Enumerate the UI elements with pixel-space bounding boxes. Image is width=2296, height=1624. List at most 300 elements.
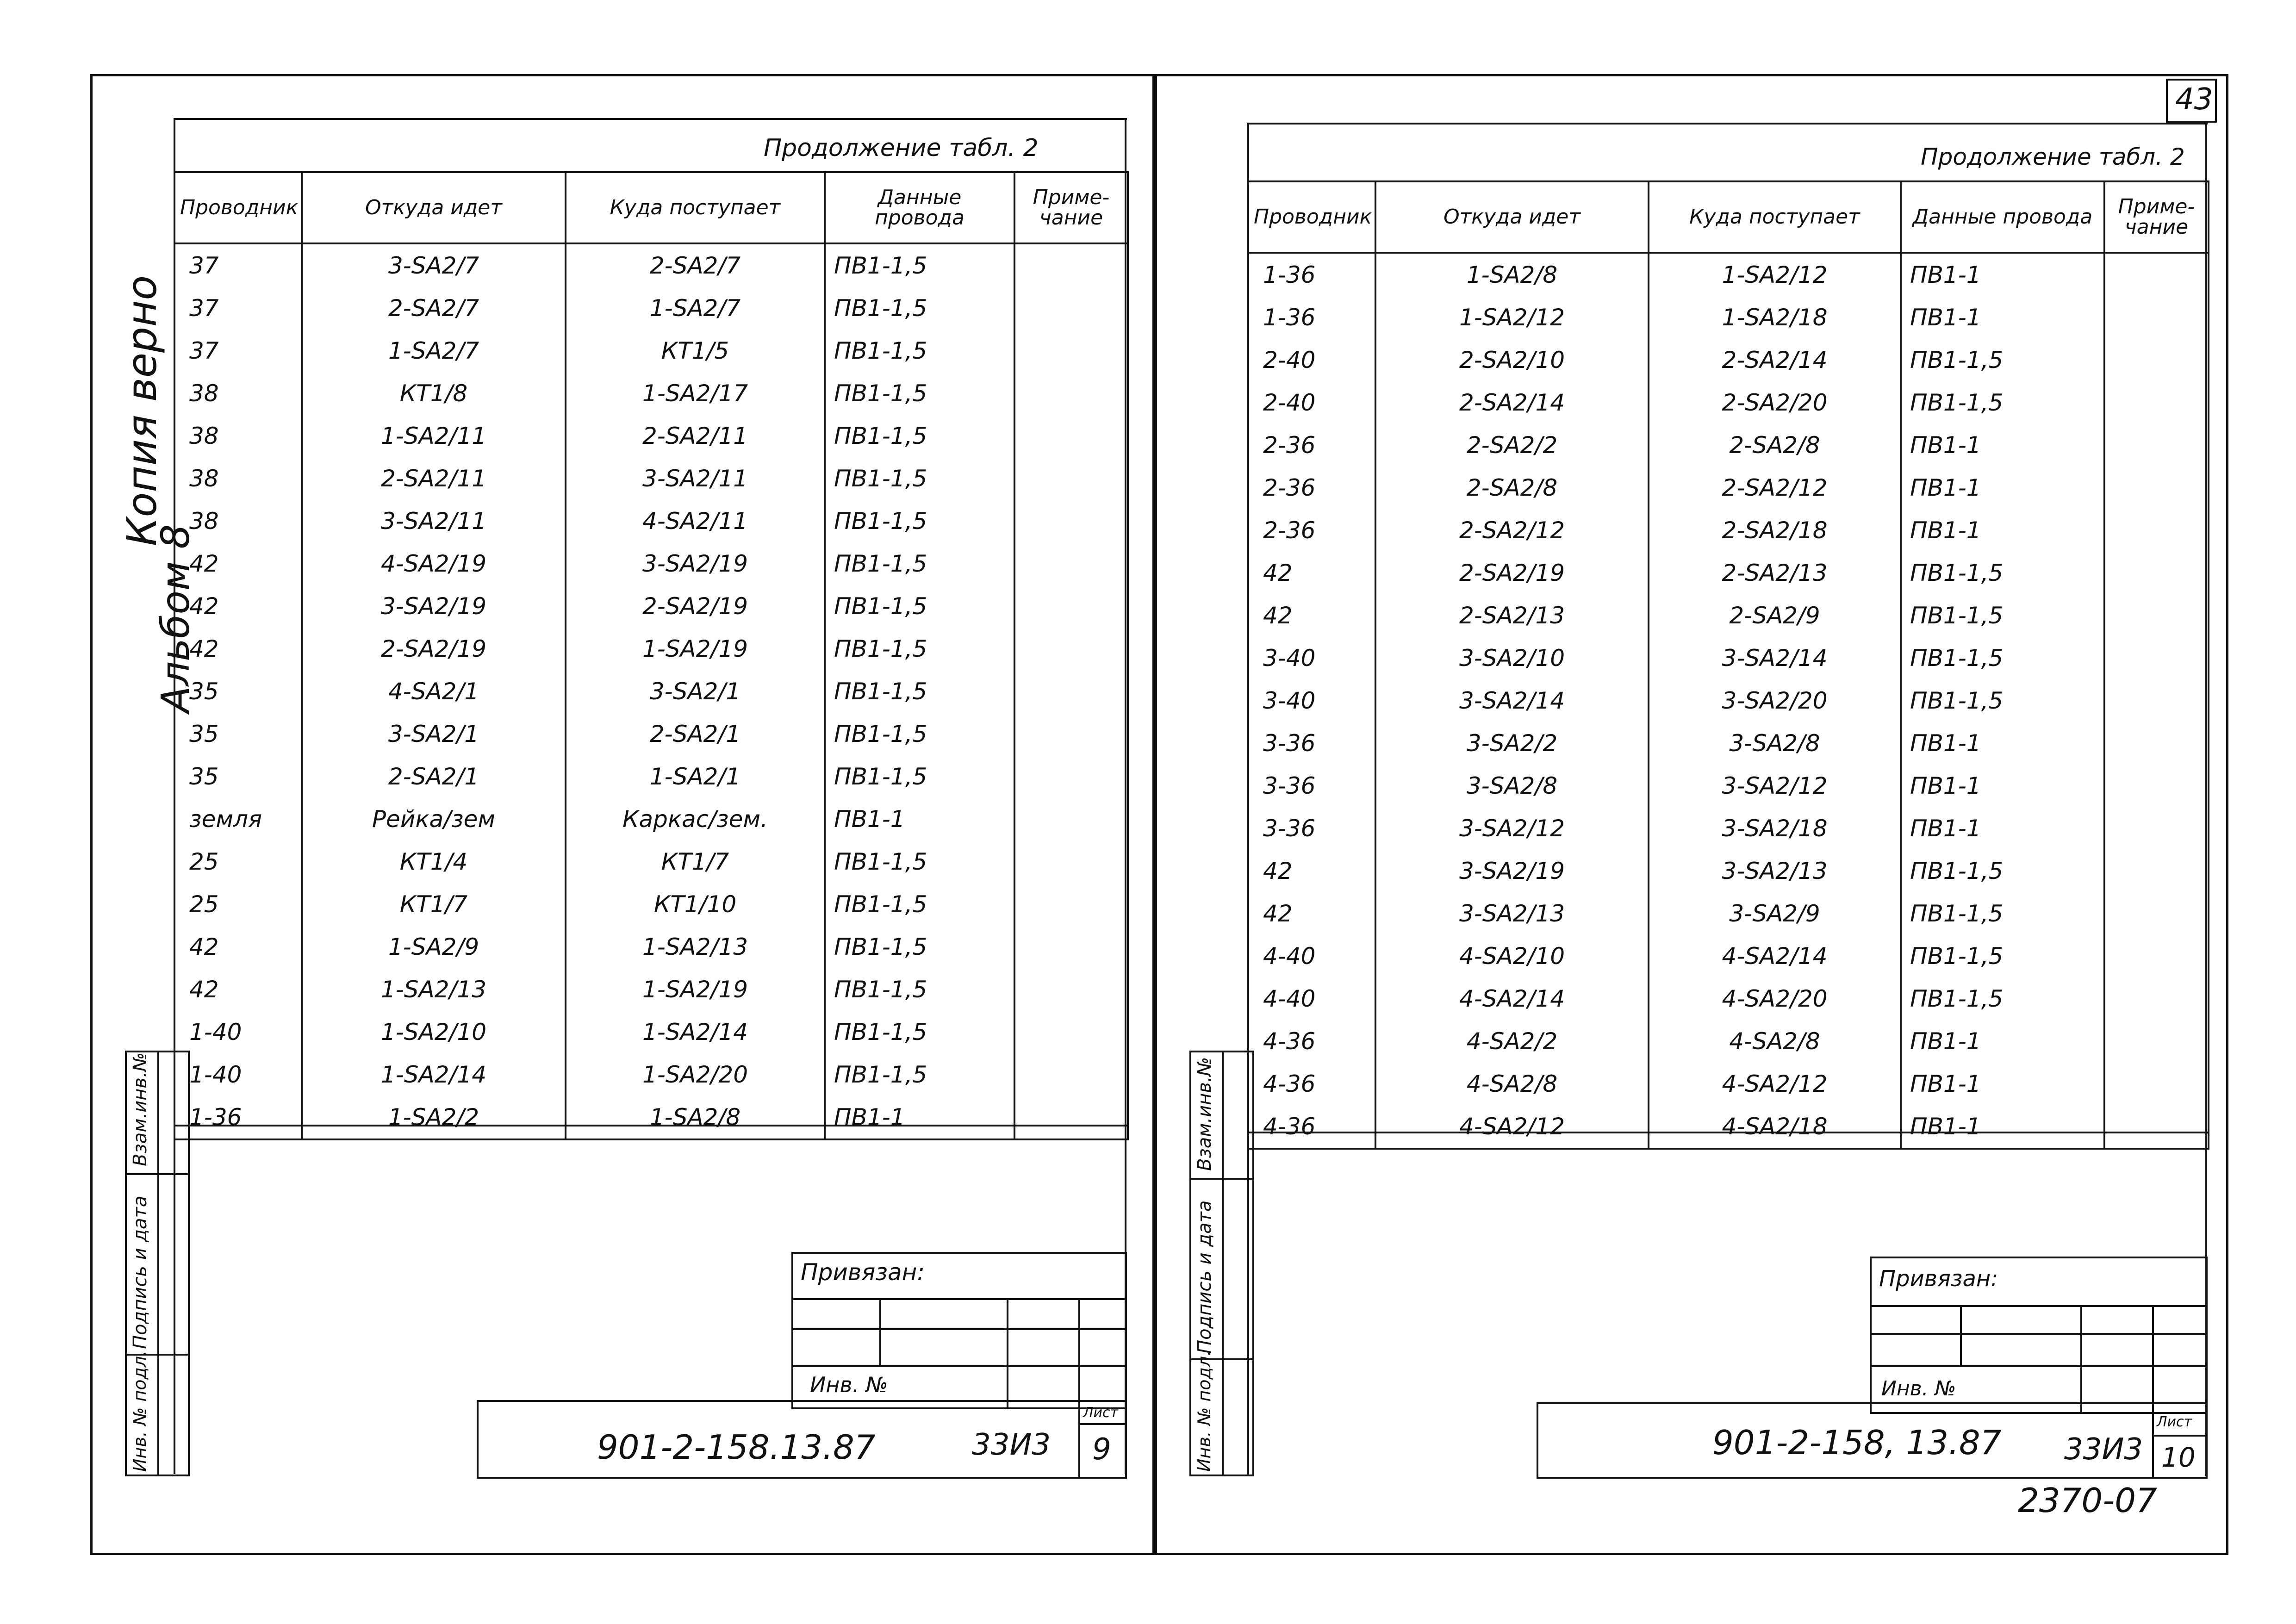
cell-from: КТ1/4 — [302, 840, 566, 883]
cell-wire-data: ПВ1-1 — [1901, 509, 2104, 552]
right-inv-sub: Инв. № подл. — [1194, 1350, 1214, 1472]
cell-from: 2-SA2/12 — [1375, 509, 1649, 552]
cell-to: 2-SA2/1 — [566, 713, 825, 755]
left-caption-frame-top — [174, 118, 1127, 120]
cell-note — [1014, 840, 1128, 883]
cell-note — [2104, 722, 2209, 765]
left-stamp-top — [174, 1125, 1127, 1126]
cell-to: 3-SA2/19 — [566, 542, 825, 585]
table-row — [174, 968, 1128, 1011]
cell-note — [1014, 883, 1128, 926]
right-strip-divider — [1222, 1051, 1224, 1476]
cell-wire-data: ПВ1-1 — [1901, 765, 2104, 807]
cell-conductor: 25 — [174, 840, 302, 883]
cell-note — [2104, 467, 2209, 509]
cell-conductor: 2-40 — [1248, 381, 1375, 424]
table-row — [1248, 552, 2209, 594]
cell-to: 3-SA2/12 — [1649, 765, 1901, 807]
cell-to: 1-SA2/13 — [566, 926, 825, 968]
table-row — [174, 415, 1128, 457]
copy-label: Копия верно — [118, 275, 166, 546]
table-row — [1248, 977, 2209, 1020]
cell-to: 4-SA2/14 — [1649, 935, 1901, 977]
table-row — [174, 330, 1128, 372]
cell-wire-data: ПВ1-1 — [1901, 296, 2104, 339]
cell-wire-data: ПВ1-1 — [1901, 424, 2104, 467]
left-strip-line-1 — [125, 1173, 190, 1175]
cell-to: Каркас/зем. — [566, 798, 825, 840]
table-row — [1248, 594, 2209, 637]
cell-from: 3-SA2/19 — [302, 585, 566, 628]
cell-conductor: 1-36 — [174, 1096, 302, 1139]
cell-conductor: 37 — [174, 330, 302, 372]
left-title-sheet-divider — [1078, 1400, 1080, 1479]
cell-to: 3-SA2/13 — [1649, 850, 1901, 892]
table-row — [1248, 424, 2209, 467]
cell-to: 3-SA2/11 — [566, 457, 825, 500]
cell-conductor: 2-36 — [1248, 424, 1375, 467]
cell-to: 4-SA2/12 — [1649, 1063, 1901, 1105]
cell-from: 2-SA2/19 — [1375, 552, 1649, 594]
left-title-sheet-line — [1078, 1423, 1127, 1425]
left-privyazan-label: Привязан: — [801, 1259, 925, 1286]
cell-note — [1014, 926, 1128, 968]
table-row — [174, 585, 1128, 628]
right-stamp-row-2 — [1870, 1333, 2208, 1335]
right-stamp-row-1 — [1870, 1305, 2208, 1307]
cell-conductor: 4-36 — [1248, 1063, 1375, 1105]
cell-conductor: 4-36 — [1248, 1020, 1375, 1063]
table-row — [174, 798, 1128, 840]
right-doc-code: 901-2-158, 13.87 — [1712, 1423, 2002, 1462]
cell-to: 2-SA2/18 — [1649, 509, 1901, 552]
cell-wire-data: ПВ1-1,5 — [825, 670, 1014, 713]
table-row — [1248, 339, 2209, 381]
cell-note — [2104, 1020, 2209, 1063]
cell-from: 3-SA2/12 — [1375, 807, 1649, 850]
left-stamp-row-3 — [791, 1365, 1127, 1367]
cell-note — [2104, 424, 2209, 467]
cell-from: 4-SA2/14 — [1375, 977, 1649, 1020]
cell-wire-data: ПВ1-1,5 — [1901, 637, 2104, 679]
left-inv-sub: Инв. № подл. — [130, 1350, 150, 1472]
cell-to: 3-SA2/9 — [1649, 892, 1901, 935]
table-row — [174, 500, 1128, 542]
cell-from: 1-SA2/10 — [302, 1011, 566, 1053]
left-stamp-col-3 — [1078, 1298, 1080, 1409]
right-caption-frame-top — [1247, 123, 2208, 124]
right-table-caption: Продолжение табл. 2 — [1921, 143, 2185, 170]
table-row — [174, 287, 1128, 330]
cell-from: 3-SA2/7 — [302, 243, 566, 287]
left-stamp-row-2 — [791, 1328, 1127, 1330]
left-header-conductor: Проводник — [174, 172, 302, 243]
cell-to: КТ1/7 — [566, 840, 825, 883]
cell-note — [1014, 542, 1128, 585]
table-row — [174, 542, 1128, 585]
right-header-to: Куда поступает — [1649, 181, 1901, 253]
cell-wire-data: ПВ1-1,5 — [825, 755, 1014, 798]
cell-wire-data: ПВ1-1,5 — [1901, 381, 2104, 424]
cell-wire-data: ПВ1-1,5 — [825, 415, 1014, 457]
cell-note — [1014, 1053, 1128, 1096]
cell-to: КТ1/5 — [566, 330, 825, 372]
cell-to: 1-SA2/1 — [566, 755, 825, 798]
cell-from: 4-SA2/10 — [1375, 935, 1649, 977]
cell-to: 1-SA2/14 — [566, 1011, 825, 1053]
left-header-from: Откуда идет — [302, 172, 566, 243]
cell-to: 1-SA2/20 — [566, 1053, 825, 1096]
cell-conductor: 35 — [174, 713, 302, 755]
cell-conductor: 37 — [174, 243, 302, 287]
cell-wire-data: ПВ1-1,5 — [825, 243, 1014, 287]
right-sheet-no: 10 — [2161, 1442, 2196, 1473]
cell-from: 2-SA2/1 — [302, 755, 566, 798]
cell-to: 2-SA2/7 — [566, 243, 825, 287]
cell-to: 1-SA2/17 — [566, 372, 825, 415]
cell-conductor: 35 — [174, 755, 302, 798]
cell-wire-data: ПВ1-1,5 — [825, 1053, 1014, 1096]
cell-from: 2-SA2/8 — [1375, 467, 1649, 509]
cell-wire-data: ПВ1-1,5 — [1901, 594, 2104, 637]
album-label: Альбом 8 — [153, 524, 198, 713]
cell-note — [1014, 585, 1128, 628]
table-row — [174, 628, 1128, 670]
cell-note — [2104, 1063, 2209, 1105]
cell-note — [2104, 253, 2209, 296]
cell-wire-data: ПВ1-1 — [1901, 1020, 2104, 1063]
cell-conductor: 4-40 — [1248, 977, 1375, 1020]
table-row — [1248, 637, 2209, 679]
cell-wire-data: ПВ1-1,5 — [825, 713, 1014, 755]
cell-note — [2104, 807, 2209, 850]
table-row — [174, 755, 1128, 798]
cell-conductor: 42 — [174, 968, 302, 1011]
left-header-wire-data: Данные провода — [825, 172, 1014, 243]
right-header-wire-data: Данные провода — [1901, 181, 2104, 253]
cell-conductor: 42 — [1248, 552, 1375, 594]
table-row — [174, 457, 1128, 500]
table-row — [1248, 296, 2209, 339]
cell-to: 1-SA2/18 — [1649, 296, 1901, 339]
cell-from: 4-SA2/19 — [302, 542, 566, 585]
cell-wire-data: ПВ1-1 — [1901, 253, 2104, 296]
cell-from: 3-SA2/13 — [1375, 892, 1649, 935]
cell-from: 4-SA2/12 — [1375, 1105, 1649, 1149]
cell-from: Рейка/зем — [302, 798, 566, 840]
right-sign-date: Подпись и дата — [1194, 1200, 1215, 1354]
cell-note — [2104, 509, 2209, 552]
left-strip-divider — [157, 1051, 159, 1476]
cell-from: 1-SA2/14 — [302, 1053, 566, 1096]
cell-conductor: 3-40 — [1248, 637, 1375, 679]
cell-from: 3-SA2/8 — [1375, 765, 1649, 807]
cell-conductor: 4-40 — [1248, 935, 1375, 977]
cell-wire-data: ПВ1-1,5 — [1901, 977, 2104, 1020]
cell-note — [1014, 670, 1128, 713]
cell-conductor: 38 — [174, 372, 302, 415]
cell-conductor: 1-36 — [1248, 296, 1375, 339]
cell-conductor: 25 — [174, 883, 302, 926]
left-sheet-label: Лист — [1083, 1405, 1119, 1421]
table-row — [1248, 807, 2209, 850]
cell-note — [1014, 287, 1128, 330]
bottom-code: 2370-07 — [2018, 1481, 2157, 1520]
cell-from: 2-SA2/13 — [1375, 594, 1649, 637]
cell-wire-data: ПВ1-1,5 — [825, 840, 1014, 883]
table-row — [1248, 253, 2209, 296]
left-sign-date: Подпись и дата — [130, 1195, 151, 1349]
cell-to: 2-SA2/9 — [1649, 594, 1901, 637]
table-row — [1248, 1105, 2209, 1149]
right-doc-suffix: 33И3 — [2064, 1432, 2143, 1467]
cell-wire-data: ПВ1-1,5 — [825, 968, 1014, 1011]
cell-from: 3-SA2/14 — [1375, 679, 1649, 722]
cell-conductor: 38 — [174, 500, 302, 542]
cell-to: 3-SA2/14 — [1649, 637, 1901, 679]
cell-from: 3-SA2/19 — [1375, 850, 1649, 892]
cell-note — [2104, 339, 2209, 381]
table-row — [1248, 935, 2209, 977]
left-header-to: Куда поступает — [566, 172, 825, 243]
right-stamp-col-2 — [2080, 1305, 2082, 1414]
cell-wire-data: ПВ1-1,5 — [825, 500, 1014, 542]
right-inv-no-label: Инв. № — [1881, 1377, 1956, 1400]
cell-to: 1-SA2/7 — [566, 287, 825, 330]
cell-note — [2104, 892, 2209, 935]
cell-conductor: 42 — [1248, 594, 1375, 637]
cell-to: 2-SA2/14 — [1649, 339, 1901, 381]
cell-note — [1014, 1096, 1128, 1139]
left-doc-code: 901-2-158.13.87 — [597, 1428, 876, 1467]
cell-wire-data: ПВ1-1,5 — [1901, 679, 2104, 722]
cell-conductor: 42 — [1248, 892, 1375, 935]
cell-from: 1-SA2/13 — [302, 968, 566, 1011]
left-table-caption: Продолжение табл. 2 — [764, 134, 1039, 162]
cell-note — [1014, 755, 1128, 798]
cell-note — [2104, 637, 2209, 679]
table-row — [1248, 850, 2209, 892]
cell-note — [2104, 594, 2209, 637]
cell-to: 1-SA2/19 — [566, 628, 825, 670]
left-doc-suffix: 33И3 — [972, 1428, 1051, 1462]
cell-from: 1-SA2/11 — [302, 415, 566, 457]
table-row — [174, 243, 1128, 287]
cell-conductor: 42 — [174, 628, 302, 670]
cell-note — [2104, 977, 2209, 1020]
cell-from: 2-SA2/7 — [302, 287, 566, 330]
cell-from: 2-SA2/19 — [302, 628, 566, 670]
left-stamp-col-2 — [1007, 1298, 1008, 1409]
cell-to: 4-SA2/11 — [566, 500, 825, 542]
table-row — [1248, 892, 2209, 935]
cell-note — [2104, 935, 2209, 977]
right-privyazan-label: Привязан: — [1879, 1266, 1998, 1292]
right-stamp-col-1 — [1960, 1305, 1962, 1365]
cell-wire-data: ПВ1-1 — [1901, 1063, 2104, 1105]
cell-wire-data: ПВ1-1 — [825, 798, 1014, 840]
cell-to: КТ1/10 — [566, 883, 825, 926]
table-row — [174, 670, 1128, 713]
cell-note — [1014, 415, 1128, 457]
table-row — [174, 840, 1128, 883]
cell-wire-data: ПВ1-1,5 — [825, 457, 1014, 500]
table-row — [174, 1053, 1128, 1096]
left-inv-no-label: Инв. № — [810, 1372, 888, 1397]
cell-conductor: 3-36 — [1248, 722, 1375, 765]
right-header-conductor: Проводник — [1248, 181, 1375, 253]
cell-note — [1014, 243, 1128, 287]
cell-to: 2-SA2/8 — [1649, 424, 1901, 467]
cell-conductor: 1-40 — [174, 1011, 302, 1053]
cell-wire-data: ПВ1-1 — [825, 1096, 1014, 1139]
cell-wire-data: ПВ1-1,5 — [1901, 935, 2104, 977]
cell-to: 2-SA2/19 — [566, 585, 825, 628]
cell-wire-data: ПВ1-1 — [1901, 722, 2104, 765]
cell-from: КТ1/8 — [302, 372, 566, 415]
cell-note — [1014, 798, 1128, 840]
cell-wire-data: ПВ1-1,5 — [825, 628, 1014, 670]
cell-note — [1014, 628, 1128, 670]
table-row — [1248, 1063, 2209, 1105]
right-stamp-col-3 — [2152, 1305, 2154, 1414]
cell-note — [1014, 500, 1128, 542]
left-stamp-row-1 — [791, 1298, 1127, 1300]
cell-from: 1-SA2/7 — [302, 330, 566, 372]
cell-to: 1-SA2/19 — [566, 968, 825, 1011]
table-row — [174, 883, 1128, 926]
cell-from: 3-SA2/11 — [302, 500, 566, 542]
left-sheet-no: 9 — [1092, 1432, 1111, 1467]
right-sheet-label: Лист — [2157, 1414, 2192, 1430]
cell-to: 4-SA2/18 — [1649, 1105, 1901, 1149]
cell-from: 2-SA2/11 — [302, 457, 566, 500]
cell-note — [1014, 330, 1128, 372]
cell-from: 1-SA2/2 — [302, 1096, 566, 1139]
cell-note — [1014, 968, 1128, 1011]
cell-note — [2104, 679, 2209, 722]
table-row — [174, 372, 1128, 415]
cell-wire-data: ПВ1-1,5 — [825, 883, 1014, 926]
left-wire-table — [174, 171, 1129, 1140]
cell-note — [2104, 1105, 2209, 1149]
right-stamp-row-3 — [1870, 1365, 2208, 1367]
cell-from: 3-SA2/10 — [1375, 637, 1649, 679]
cell-note — [2104, 296, 2209, 339]
cell-conductor: 1-36 — [1248, 253, 1375, 296]
cell-conductor: 38 — [174, 457, 302, 500]
cell-from: 2-SA2/14 — [1375, 381, 1649, 424]
cell-note — [2104, 850, 2209, 892]
cell-conductor: 3-40 — [1248, 679, 1375, 722]
cell-conductor: 2-40 — [1248, 339, 1375, 381]
table-row — [1248, 679, 2209, 722]
cell-wire-data: ПВ1-1 — [1901, 467, 2104, 509]
table-row — [1248, 381, 2209, 424]
cell-wire-data: ПВ1-1,5 — [825, 585, 1014, 628]
right-header-note: Приме- чание — [2104, 181, 2209, 253]
table-row — [174, 1096, 1128, 1139]
cell-from: 1-SA2/8 — [1375, 253, 1649, 296]
cell-to: 4-SA2/8 — [1649, 1020, 1901, 1063]
left-vzam-inv: Взам.инв.№ — [130, 1052, 151, 1166]
cell-wire-data: ПВ1-1,5 — [1901, 552, 2104, 594]
cell-to: 3-SA2/1 — [566, 670, 825, 713]
cell-conductor: 3-36 — [1248, 765, 1375, 807]
cell-to: 1-SA2/8 — [566, 1096, 825, 1139]
cell-to: 2-SA2/20 — [1649, 381, 1901, 424]
cell-wire-data: ПВ1-1,5 — [825, 330, 1014, 372]
cell-wire-data: ПВ1-1 — [1901, 807, 2104, 850]
right-title-sheet-line — [2152, 1435, 2208, 1437]
cell-wire-data: ПВ1-1,5 — [825, 1011, 1014, 1053]
cell-from: 1-SA2/9 — [302, 926, 566, 968]
cell-conductor: 42 — [1248, 850, 1375, 892]
cell-from: 4-SA2/2 — [1375, 1020, 1649, 1063]
cell-from: 2-SA2/2 — [1375, 424, 1649, 467]
cell-conductor: 1-40 — [174, 1053, 302, 1096]
cell-conductor: 3-36 — [1248, 807, 1375, 850]
cell-to: 4-SA2/20 — [1649, 977, 1901, 1020]
cell-to: 2-SA2/11 — [566, 415, 825, 457]
left-stamp-col-1 — [879, 1298, 881, 1365]
right-wire-table — [1247, 180, 2209, 1150]
table-row — [174, 713, 1128, 755]
cell-note — [1014, 457, 1128, 500]
cell-from: 4-SA2/8 — [1375, 1063, 1649, 1105]
cell-to: 2-SA2/12 — [1649, 467, 1901, 509]
cell-conductor: 42 — [174, 585, 302, 628]
cell-note — [2104, 765, 2209, 807]
table-row — [1248, 1020, 2209, 1063]
cell-to: 3-SA2/18 — [1649, 807, 1901, 850]
cell-to: 3-SA2/20 — [1649, 679, 1901, 722]
table-row — [1248, 722, 2209, 765]
cell-to: 1-SA2/12 — [1649, 253, 1901, 296]
cell-from: 2-SA2/10 — [1375, 339, 1649, 381]
cell-from: 3-SA2/2 — [1375, 722, 1649, 765]
table-row — [174, 1011, 1128, 1053]
cell-wire-data: ПВ1-1,5 — [825, 542, 1014, 585]
cell-wire-data: ПВ1-1 — [1901, 1105, 2104, 1149]
cell-conductor: 2-36 — [1248, 509, 1375, 552]
table-row — [1248, 509, 2209, 552]
cell-from: 4-SA2/1 — [302, 670, 566, 713]
cell-conductor: 42 — [174, 542, 302, 585]
right-strip-line-1 — [1189, 1178, 1254, 1180]
cell-wire-data: ПВ1-1,5 — [825, 372, 1014, 415]
cell-conductor: 4-36 — [1248, 1105, 1375, 1149]
right-header-from: Откуда идет — [1375, 181, 1649, 253]
cell-note — [1014, 372, 1128, 415]
cell-to: 2-SA2/13 — [1649, 552, 1901, 594]
page-number: 43 — [2175, 82, 2213, 117]
cell-from: КТ1/7 — [302, 883, 566, 926]
cell-conductor: 38 — [174, 415, 302, 457]
table-row — [174, 926, 1128, 968]
table-row — [1248, 467, 2209, 509]
cell-from: 3-SA2/1 — [302, 713, 566, 755]
right-stamp-top — [1247, 1132, 2208, 1133]
cell-wire-data: ПВ1-1,5 — [1901, 339, 2104, 381]
cell-wire-data: ПВ1-1,5 — [825, 926, 1014, 968]
left-header-note: Приме- чание — [1014, 172, 1128, 243]
cell-wire-data: ПВ1-1,5 — [1901, 892, 2104, 935]
right-vzam-inv: Взам.инв.№ — [1194, 1057, 1215, 1171]
cell-conductor: 35 — [174, 670, 302, 713]
cell-note — [1014, 1011, 1128, 1053]
table-row — [1248, 765, 2209, 807]
